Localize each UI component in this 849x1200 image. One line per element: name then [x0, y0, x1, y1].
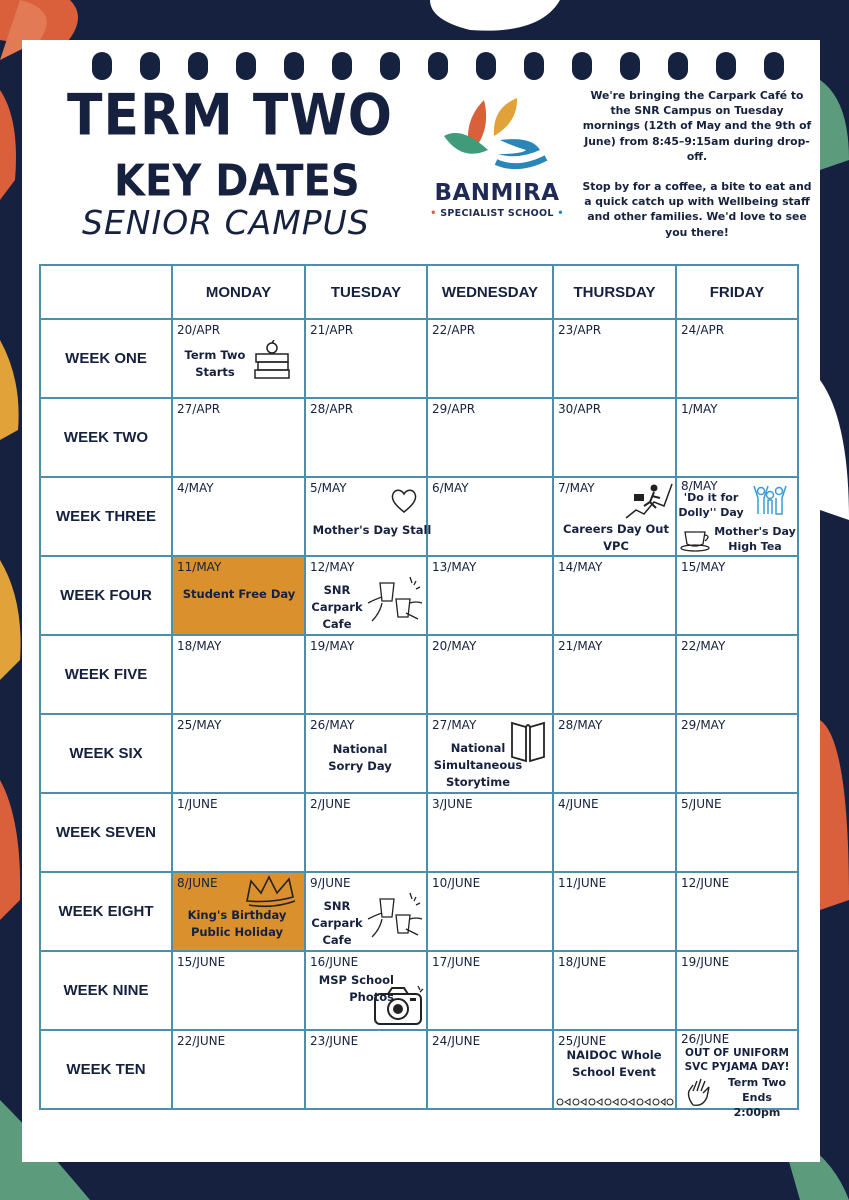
week-label: WEEK ONE — [40, 319, 172, 398]
day-cell — [172, 319, 305, 398]
day-cell — [305, 556, 427, 635]
day-cell — [305, 635, 427, 714]
day-cell — [305, 714, 427, 793]
day-cell — [676, 398, 798, 477]
day-cell — [427, 793, 553, 872]
date-label: 24/JUNE — [432, 1034, 481, 1048]
day-cell — [553, 556, 676, 635]
day-cell — [427, 477, 553, 556]
week-row — [40, 398, 798, 477]
date-label: 27/MAY — [432, 718, 477, 732]
day-cell — [305, 951, 427, 1030]
date-label: 13/MAY — [432, 560, 477, 574]
day-cell — [427, 951, 553, 1030]
day-cell — [427, 319, 553, 398]
date-label: 19/MAY — [310, 639, 355, 653]
calendar-table — [39, 264, 799, 1119]
date-label: 25/JUNE — [558, 1034, 607, 1048]
week-row — [40, 872, 798, 951]
date-label: 20/APR — [177, 323, 221, 337]
ring-hole — [236, 52, 256, 80]
header-corner — [40, 265, 172, 319]
event-text: Mother's Day Stall — [312, 523, 432, 537]
ring-hole — [524, 52, 544, 80]
date-label: 7/MAY — [558, 481, 595, 495]
day-cell — [553, 319, 676, 398]
day-cell — [427, 714, 553, 793]
day-cell — [305, 1030, 427, 1109]
event-text: King's Birthday Public Holiday — [187, 908, 287, 939]
date-label: 2/JUNE — [310, 797, 351, 811]
date-label: 26/JUNE — [681, 1032, 730, 1046]
event-text: 'Do it for Dolly'' Day — [678, 491, 744, 519]
notepad-page — [22, 40, 820, 1162]
books-apple-icon — [251, 340, 293, 382]
date-label: 21/APR — [310, 323, 354, 337]
date-label: 1/MAY — [681, 402, 718, 416]
day-cell — [553, 793, 676, 872]
teacup-icon — [679, 526, 715, 552]
day-cell — [676, 477, 798, 556]
intro-paragraph-2: Stop by for a coffee, a bite to eat and a quick catch up with Wellbeing staff and other families. We'd love to see you there! — [582, 180, 812, 239]
day-cell — [172, 635, 305, 714]
aboriginal-dots-icon — [554, 1097, 676, 1107]
ring-hole — [92, 52, 112, 80]
title-senior-campus: SENIOR CAMPUS — [82, 203, 370, 242]
ring-hole — [332, 52, 352, 80]
day-cell — [305, 793, 427, 872]
date-label: 27/APR — [177, 402, 221, 416]
week-label: WEEK FOUR — [40, 556, 172, 635]
intro-text — [582, 88, 812, 240]
date-label: 4/MAY — [177, 481, 214, 495]
event-text: OUT OF UNIFORM SVC PYJAMA DAY! — [684, 1047, 790, 1073]
header-day: MONDAY — [172, 265, 305, 319]
day-cell — [676, 951, 798, 1030]
day-cell-highlight — [172, 556, 305, 635]
ring-hole — [428, 52, 448, 80]
week-label: WEEK EIGHT — [40, 872, 172, 951]
date-label: 1/JUNE — [177, 797, 218, 811]
ring-hole — [284, 52, 304, 80]
week-label: WEEK SEVEN — [40, 793, 172, 872]
open-book-icon — [508, 717, 548, 763]
day-cell — [553, 1030, 676, 1109]
date-label: 29/APR — [432, 402, 476, 416]
week-label: WEEK TWO — [40, 398, 172, 477]
date-label: 30/APR — [558, 402, 602, 416]
day-cell — [172, 1030, 305, 1109]
date-label: 28/MAY — [558, 718, 603, 732]
date-label: 22/APR — [432, 323, 476, 337]
week-row — [40, 635, 798, 714]
week-label: WEEK SIX — [40, 714, 172, 793]
event-text: NAIDOC Whole School Event — [566, 1048, 662, 1079]
ring-hole — [668, 52, 688, 80]
date-label: 8/JUNE — [177, 876, 218, 890]
date-label: 17/JUNE — [432, 955, 481, 969]
date-label: 22/JUNE — [177, 1034, 226, 1048]
day-cell — [676, 556, 798, 635]
day-cell — [553, 398, 676, 477]
day-cell — [676, 635, 798, 714]
intro-paragraph-1: We're bringing the Carpark Café to the SNR Campus on Tuesday mornings (12th of May and the 9th of June) from 8:45–9:15am during drop-off. — [582, 89, 812, 163]
date-label: 14/MAY — [558, 560, 603, 574]
logo-name: BANMIRA — [434, 180, 560, 206]
week-row — [40, 714, 798, 793]
date-label: 15/JUNE — [177, 955, 226, 969]
week-row — [40, 319, 798, 398]
ring-hole — [476, 52, 496, 80]
day-cell — [172, 793, 305, 872]
date-label: 21/MAY — [558, 639, 603, 653]
heart-icon — [390, 488, 418, 514]
celebrating-people-icon — [751, 484, 789, 518]
week-row — [40, 1030, 798, 1109]
day-cell — [676, 793, 798, 872]
coffee-cheers-icon — [366, 889, 426, 949]
header-day: THURSDAY — [553, 265, 676, 319]
date-label: 4/JUNE — [558, 797, 599, 811]
day-cell — [553, 477, 676, 556]
day-cell — [676, 714, 798, 793]
event-text: Careers Day Out VPC — [563, 522, 669, 553]
week-label: WEEK FIVE — [40, 635, 172, 714]
date-label: 5/MAY — [310, 481, 347, 495]
day-cell — [305, 398, 427, 477]
date-label: 15/MAY — [681, 560, 726, 574]
event-text: SNR Carpark Cafe — [311, 899, 363, 947]
day-cell — [427, 1030, 553, 1109]
day-cell — [305, 319, 427, 398]
date-label: 8/MAY — [681, 479, 718, 493]
week-label: WEEK NINE — [40, 951, 172, 1030]
day-cell — [676, 1030, 798, 1119]
banmira-logo — [422, 92, 572, 228]
date-label: 26/MAY — [310, 718, 355, 732]
date-label: 11/MAY — [177, 560, 222, 574]
ring-hole — [188, 52, 208, 80]
camera-icon — [372, 984, 426, 1026]
date-label: 12/JUNE — [681, 876, 730, 890]
hand-icon — [685, 1077, 713, 1107]
day-cell — [427, 398, 553, 477]
event-text: National Sorry Day — [328, 742, 392, 773]
date-label: 12/MAY — [310, 560, 355, 574]
date-label: 25/MAY — [177, 718, 222, 732]
date-label: 29/MAY — [681, 718, 726, 732]
date-label: 16/JUNE — [310, 955, 359, 969]
date-label: 11/JUNE — [558, 876, 607, 890]
day-cell — [305, 477, 432, 556]
header-day: WEDNESDAY — [427, 265, 553, 319]
ring-hole — [140, 52, 160, 80]
event-text: Term Two Starts — [184, 348, 246, 379]
title-term-two: TERM TWO — [67, 83, 393, 149]
header-day: FRIDAY — [676, 265, 798, 319]
day-cell — [553, 635, 676, 714]
day-cell — [676, 319, 798, 398]
running-climber-icon — [624, 480, 674, 520]
date-label: 28/APR — [310, 402, 354, 416]
date-label: 10/JUNE — [432, 876, 481, 890]
date-label: 19/JUNE — [681, 955, 730, 969]
week-row — [40, 951, 798, 1030]
day-cell — [427, 872, 553, 951]
header-day: TUESDAY — [305, 265, 427, 319]
day-cell — [427, 556, 553, 635]
date-label: 22/MAY — [681, 639, 726, 653]
date-label: 23/APR — [558, 323, 602, 337]
day-cell — [172, 714, 305, 793]
week-label: WEEK TEN — [40, 1030, 172, 1109]
date-label: 9/JUNE — [310, 876, 351, 890]
event-text: Mother's Day High Tea — [714, 525, 796, 553]
calendar-header-row — [40, 265, 798, 319]
day-cell — [172, 951, 305, 1030]
event-text: National Simultaneous Storytime — [433, 741, 523, 789]
leaf-river-icon — [422, 92, 572, 180]
ring-hole — [716, 52, 736, 80]
event-text: Student Free Day — [182, 587, 296, 601]
event-text: SNR Carpark Cafe — [311, 583, 363, 631]
ring-hole — [380, 52, 400, 80]
day-cell-highlight — [172, 872, 305, 951]
week-row — [40, 556, 798, 635]
date-label: 18/MAY — [177, 639, 222, 653]
date-label: 23/JUNE — [310, 1034, 359, 1048]
date-label: 6/MAY — [432, 481, 469, 495]
week-row — [40, 793, 798, 872]
date-label: 3/JUNE — [432, 797, 473, 811]
week-label: WEEK THREE — [40, 477, 172, 556]
event-text: Term Two Ends 2:00pm — [727, 1076, 787, 1119]
day-cell — [427, 635, 553, 714]
crown-icon — [243, 873, 303, 911]
week-row — [40, 477, 798, 556]
day-cell — [553, 951, 676, 1030]
logo-subtitle: • SPECIALIST SCHOOL • — [430, 208, 564, 219]
date-label: 20/MAY — [432, 639, 477, 653]
coffee-cheers-icon — [366, 573, 426, 633]
day-cell — [172, 477, 305, 556]
date-label: 24/APR — [681, 323, 725, 337]
day-cell — [676, 872, 798, 951]
date-label: 5/JUNE — [681, 797, 722, 811]
ring-hole — [764, 52, 784, 80]
event-text: MSP School Photos — [318, 973, 394, 1004]
ring-hole — [572, 52, 592, 80]
day-cell — [305, 872, 427, 951]
ring-hole — [620, 52, 640, 80]
title-key-dates: KEY DATES — [114, 155, 360, 207]
day-cell — [553, 714, 676, 793]
day-cell — [553, 872, 676, 951]
day-cell — [172, 398, 305, 477]
date-label: 18/JUNE — [558, 955, 607, 969]
